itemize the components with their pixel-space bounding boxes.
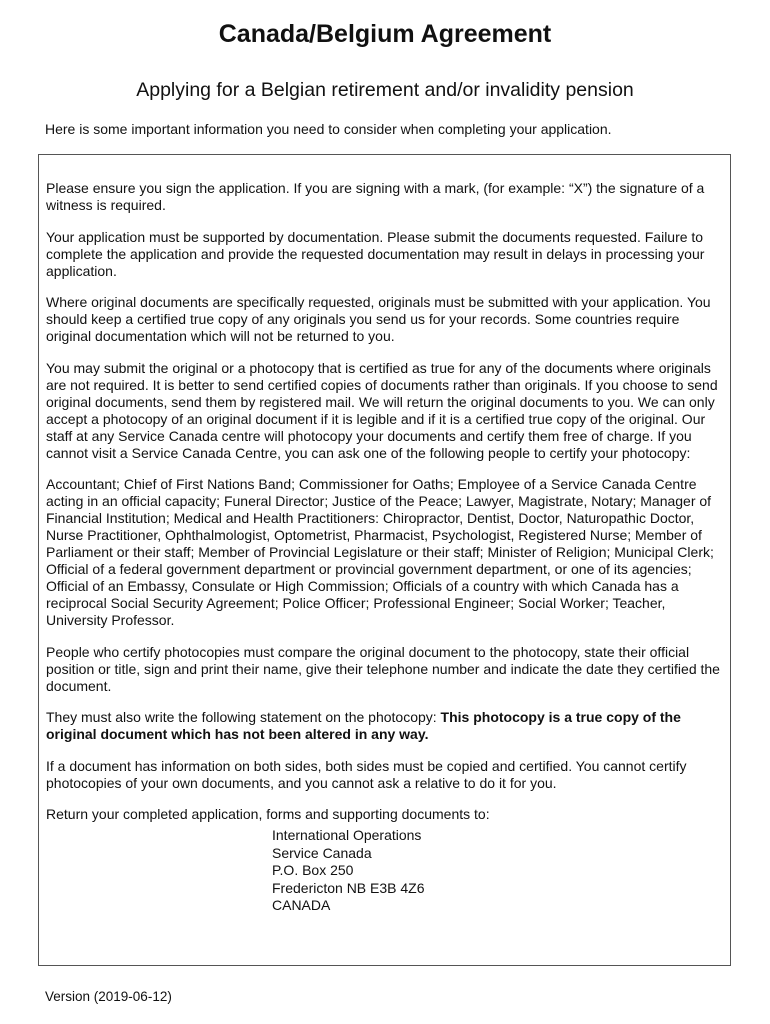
certifiers-list-paragraph: Accountant; Chief of First Nations Band; Commissioner for Oaths; Employee of a Service Canada Centre acting in an official capacity; Funeral Director; Justice of the Peace; Lawyer, Magistrate, Notary; Manager of Financial Institution; Medical and Health Practitioners: Chiropractor, Dentist, Doctor, Naturopathic Doctor, Nurse Practitioner, Ophthalmologist, Optometrist, Pharmacist, Psychologist, Registered Nurse; Member of Parliament or their staff; Member of Provincial Legislature or their staff; Minister of Religion; Municipal Clerk; Official of a federal government department or provincial government department, or one of its agencies; Official of an Embassy, Consulate or High Commission; Officials of a country with which Canada has a reciprocal Social Security Agreement; Police Officer; Professional Engineer; Social Worker; Teacher, University Professor. (46, 476, 714, 628)
both-sides-paragraph: If a document has information on both sides, both sides must be copied and certified. You cannot certify photocopies of your own documents, and you cannot ask a relative to do it for you. (46, 757, 687, 791)
address-line-organization: International Operations (272, 827, 422, 843)
version-label: Version (2019-06-12) (45, 989, 172, 1004)
return-instructions-paragraph: Return your completed application, forms and supporting documents to: (46, 806, 490, 822)
mailing-address (272, 827, 726, 915)
original-documents-paragraph: Where original documents are specifically requested, originals must be submitted with your application. You should keep a certified true copy of any originals you send us for your records. Some countries require original documentation which will not be returned to you. (46, 294, 711, 344)
information-box (38, 154, 731, 966)
intro-text: Here is some important information you need to consider when completing your application. (45, 121, 612, 137)
address-line-city: Fredericton NB E3B 4Z6 (272, 879, 425, 896)
statement-intro: They must also write the following statement on the photocopy: (46, 709, 441, 725)
address-line-department: Service Canada (272, 844, 372, 861)
information-box-content (46, 180, 726, 915)
address-line-po-box: P.O. Box 250 (272, 862, 354, 878)
page-title: Canada/Belgium Agreement (218, 20, 552, 48)
page-subtitle: Applying for a Belgian retirement and/or invalidity pension (136, 79, 634, 101)
statement-text: This photocopy is a true copy of the original document which has not been altered in any way. (46, 709, 681, 742)
signature-paragraph: Please ensure you sign the application. If you are signing with a mark, (for example: “X”) the signature of a witness is required. (46, 180, 705, 213)
statement-paragraph (46, 709, 726, 743)
photocopy-paragraph: You may submit the original or a photocopy that is certified as true for any of the documents where originals are not required. It is better to send certified copies of documents rather than originals. If you choose to send original documents, send them by registered mail. We will return the original documents to you. We can only accept a photocopy of an original document if it is legible and if it is a certified true copy of the original. Our staff at any Service Canada centre will photocopy your documents and certify them free of charge. If you cannot visit a Service Canada Centre, you can ask one of the following people to certify your photocopy: (46, 359, 718, 461)
address-line-country: CANADA (272, 897, 331, 913)
certification-requirements-paragraph: People who certify photocopies must compare the original document to the photocopy, state their official position or title, sign and print their name, give their telephone number and indicate the date they certified the document. (46, 643, 720, 694)
documentation-paragraph: Your application must be supported by documentation. Please submit the documents requested. Failure to complete the application and provide the requested documentation may result in delays in processing your application. (46, 228, 705, 279)
